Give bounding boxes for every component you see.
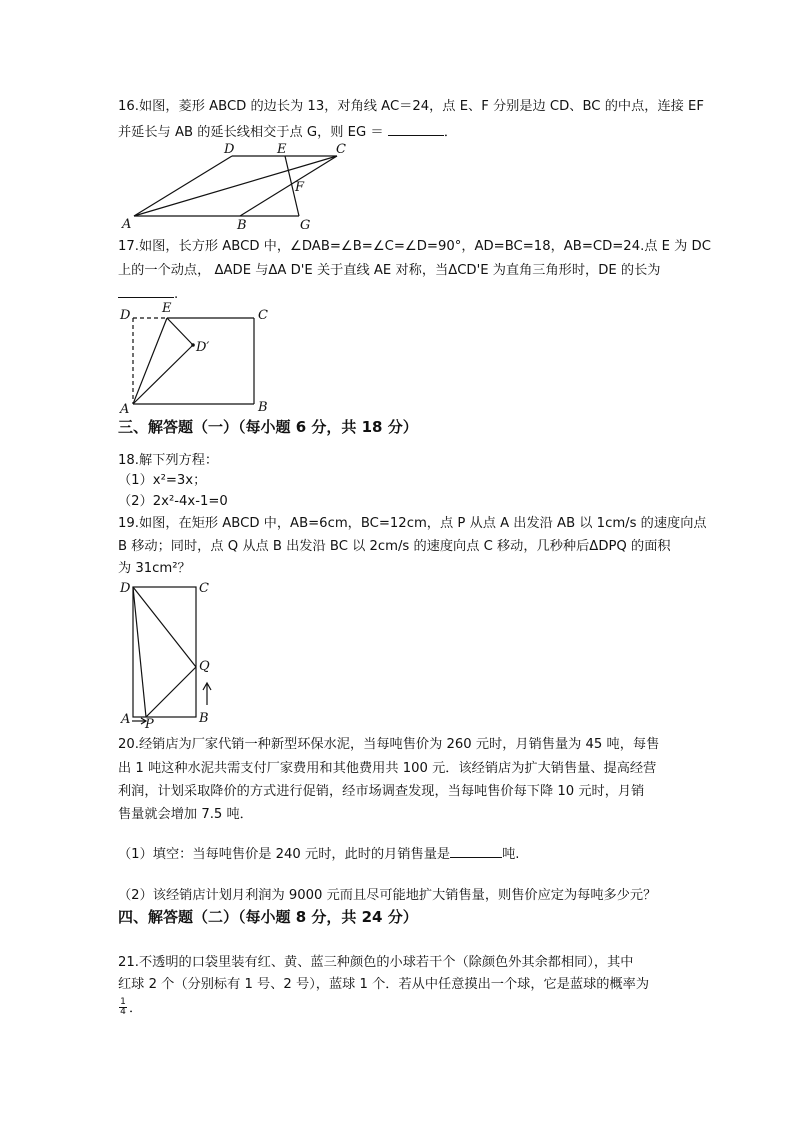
q19-line1: 19.如图，在矩形 ABCD 中，AB=6cm，BC=12cm，点 P 从点 A 出发沿 AB 以 1cm/s 的速度向点 xyxy=(118,516,707,531)
q19-label-C: C xyxy=(199,581,209,596)
q19-line2: B 移动；同时，点 Q 从点 B 出发沿 BC 以 2cm/s 的速度向点 C 移动，几秒种后ΔDPQ 的面积 xyxy=(118,539,671,554)
q19-label-D: D xyxy=(120,581,131,596)
q17-label-C: C xyxy=(258,308,268,323)
q16-label-E: E xyxy=(277,142,287,157)
q20-answer-blank xyxy=(450,844,502,858)
q17-label-E: E xyxy=(162,301,172,316)
q21-fraction-numerator: 1 xyxy=(120,997,126,1007)
q16-label-G: G xyxy=(300,218,311,233)
q16-line1: 16.如图，菱形 ABCD 的边长为 13，对角线 AC＝24，点 E、F 分别是边 CD、BC 的中点，连接 EF xyxy=(118,99,704,114)
q17-label-Dprime: D′ xyxy=(196,340,210,355)
q21-line1: 21.不透明的口袋里装有红、黄、蓝三种颜色的小球若干个（除颜色外其余都相同），其中 xyxy=(118,955,634,970)
q16-label-B: B xyxy=(237,218,247,233)
q20-line4: 售量就会增加 7.5 吨． xyxy=(118,807,253,822)
q20-sub1-end: 吨. xyxy=(502,847,520,862)
q18-line1: 18.解下列方程： xyxy=(118,453,219,468)
q20-sub2: （2）该经销店计划月利润为 9000 元而且尽可能地扩大销售量，则售价应定为每吨多少元？ xyxy=(118,888,657,903)
q16-line2-text: 并延长与 AB 的延长线相交于点 G，则 EG ＝ xyxy=(118,125,384,140)
q16-label-A: A xyxy=(122,217,132,232)
q16-label-C: C xyxy=(336,142,346,157)
q20-sub1-text: （1）填空：当每吨售价是 240 元时，此时的月销售量是 xyxy=(118,847,451,862)
q16-label-D: D xyxy=(224,142,235,157)
q17-line2: 上的一个动点， ΔADE 与ΔA D'E 关于直线 AE 对称，当ΔCD'E 为直角三角形时，DE 的长为 xyxy=(118,263,661,278)
q19-label-P: P xyxy=(145,717,154,732)
q16-label-F: F xyxy=(295,180,305,195)
q21-probability-fraction xyxy=(119,998,127,1017)
q21-line2: 红球 2 个（分别标有 1 号、2 号），蓝球 1 个．若从中任意摸出一个球，它是蓝球的概率为 xyxy=(118,977,650,992)
q20-line1: 20.经销店为厂家代销一种新型环保水泥，当每吨售价为 260 元时，月销售量为 45 吨，每售 xyxy=(118,737,660,752)
q19-label-Q: Q xyxy=(199,659,210,674)
q19-label-B: B xyxy=(199,711,209,726)
q21-fraction-denominator: 4 xyxy=(120,1007,126,1017)
q18-item1: （1）x²=3x； xyxy=(118,473,207,488)
q19-label-A: A xyxy=(121,712,131,727)
q20-sub1 xyxy=(118,844,519,864)
q18-item2: （2）2x²-4x-1=0 xyxy=(118,494,228,509)
q17-line1: 17.如图，长方形 ABCD 中，∠DAB=∠B=∠C=∠D=90°，AD=BC=18，AB=CD=24.点 E 为 DC xyxy=(118,239,711,254)
q20-line3: 利润，计划采取降价的方式进行促销，经市场调查发现，当每吨售价每下降 10 元时，月销 xyxy=(118,784,645,799)
q17-label-D: D xyxy=(120,308,131,323)
section3-heading: 三、解答题（一）（每小题 6 分，共 18 分） xyxy=(118,418,418,436)
section4-heading: 四、解答题（二）（每小题 8 分，共 24 分） xyxy=(118,908,418,926)
q17-label-B: B xyxy=(258,400,268,415)
q20-line2: 出 1 吨这种水泥共需支付厂家费用和其他费用共 100 元．该经销店为扩大销售量、提高经营 xyxy=(118,761,657,776)
q17-label-A: A xyxy=(120,402,130,417)
q21-tail: ． xyxy=(129,1001,143,1016)
q19-line3: 为 31cm²？ xyxy=(118,561,191,576)
q16-line2-end: ． xyxy=(443,125,458,140)
q17-line3-end: . xyxy=(174,287,179,302)
